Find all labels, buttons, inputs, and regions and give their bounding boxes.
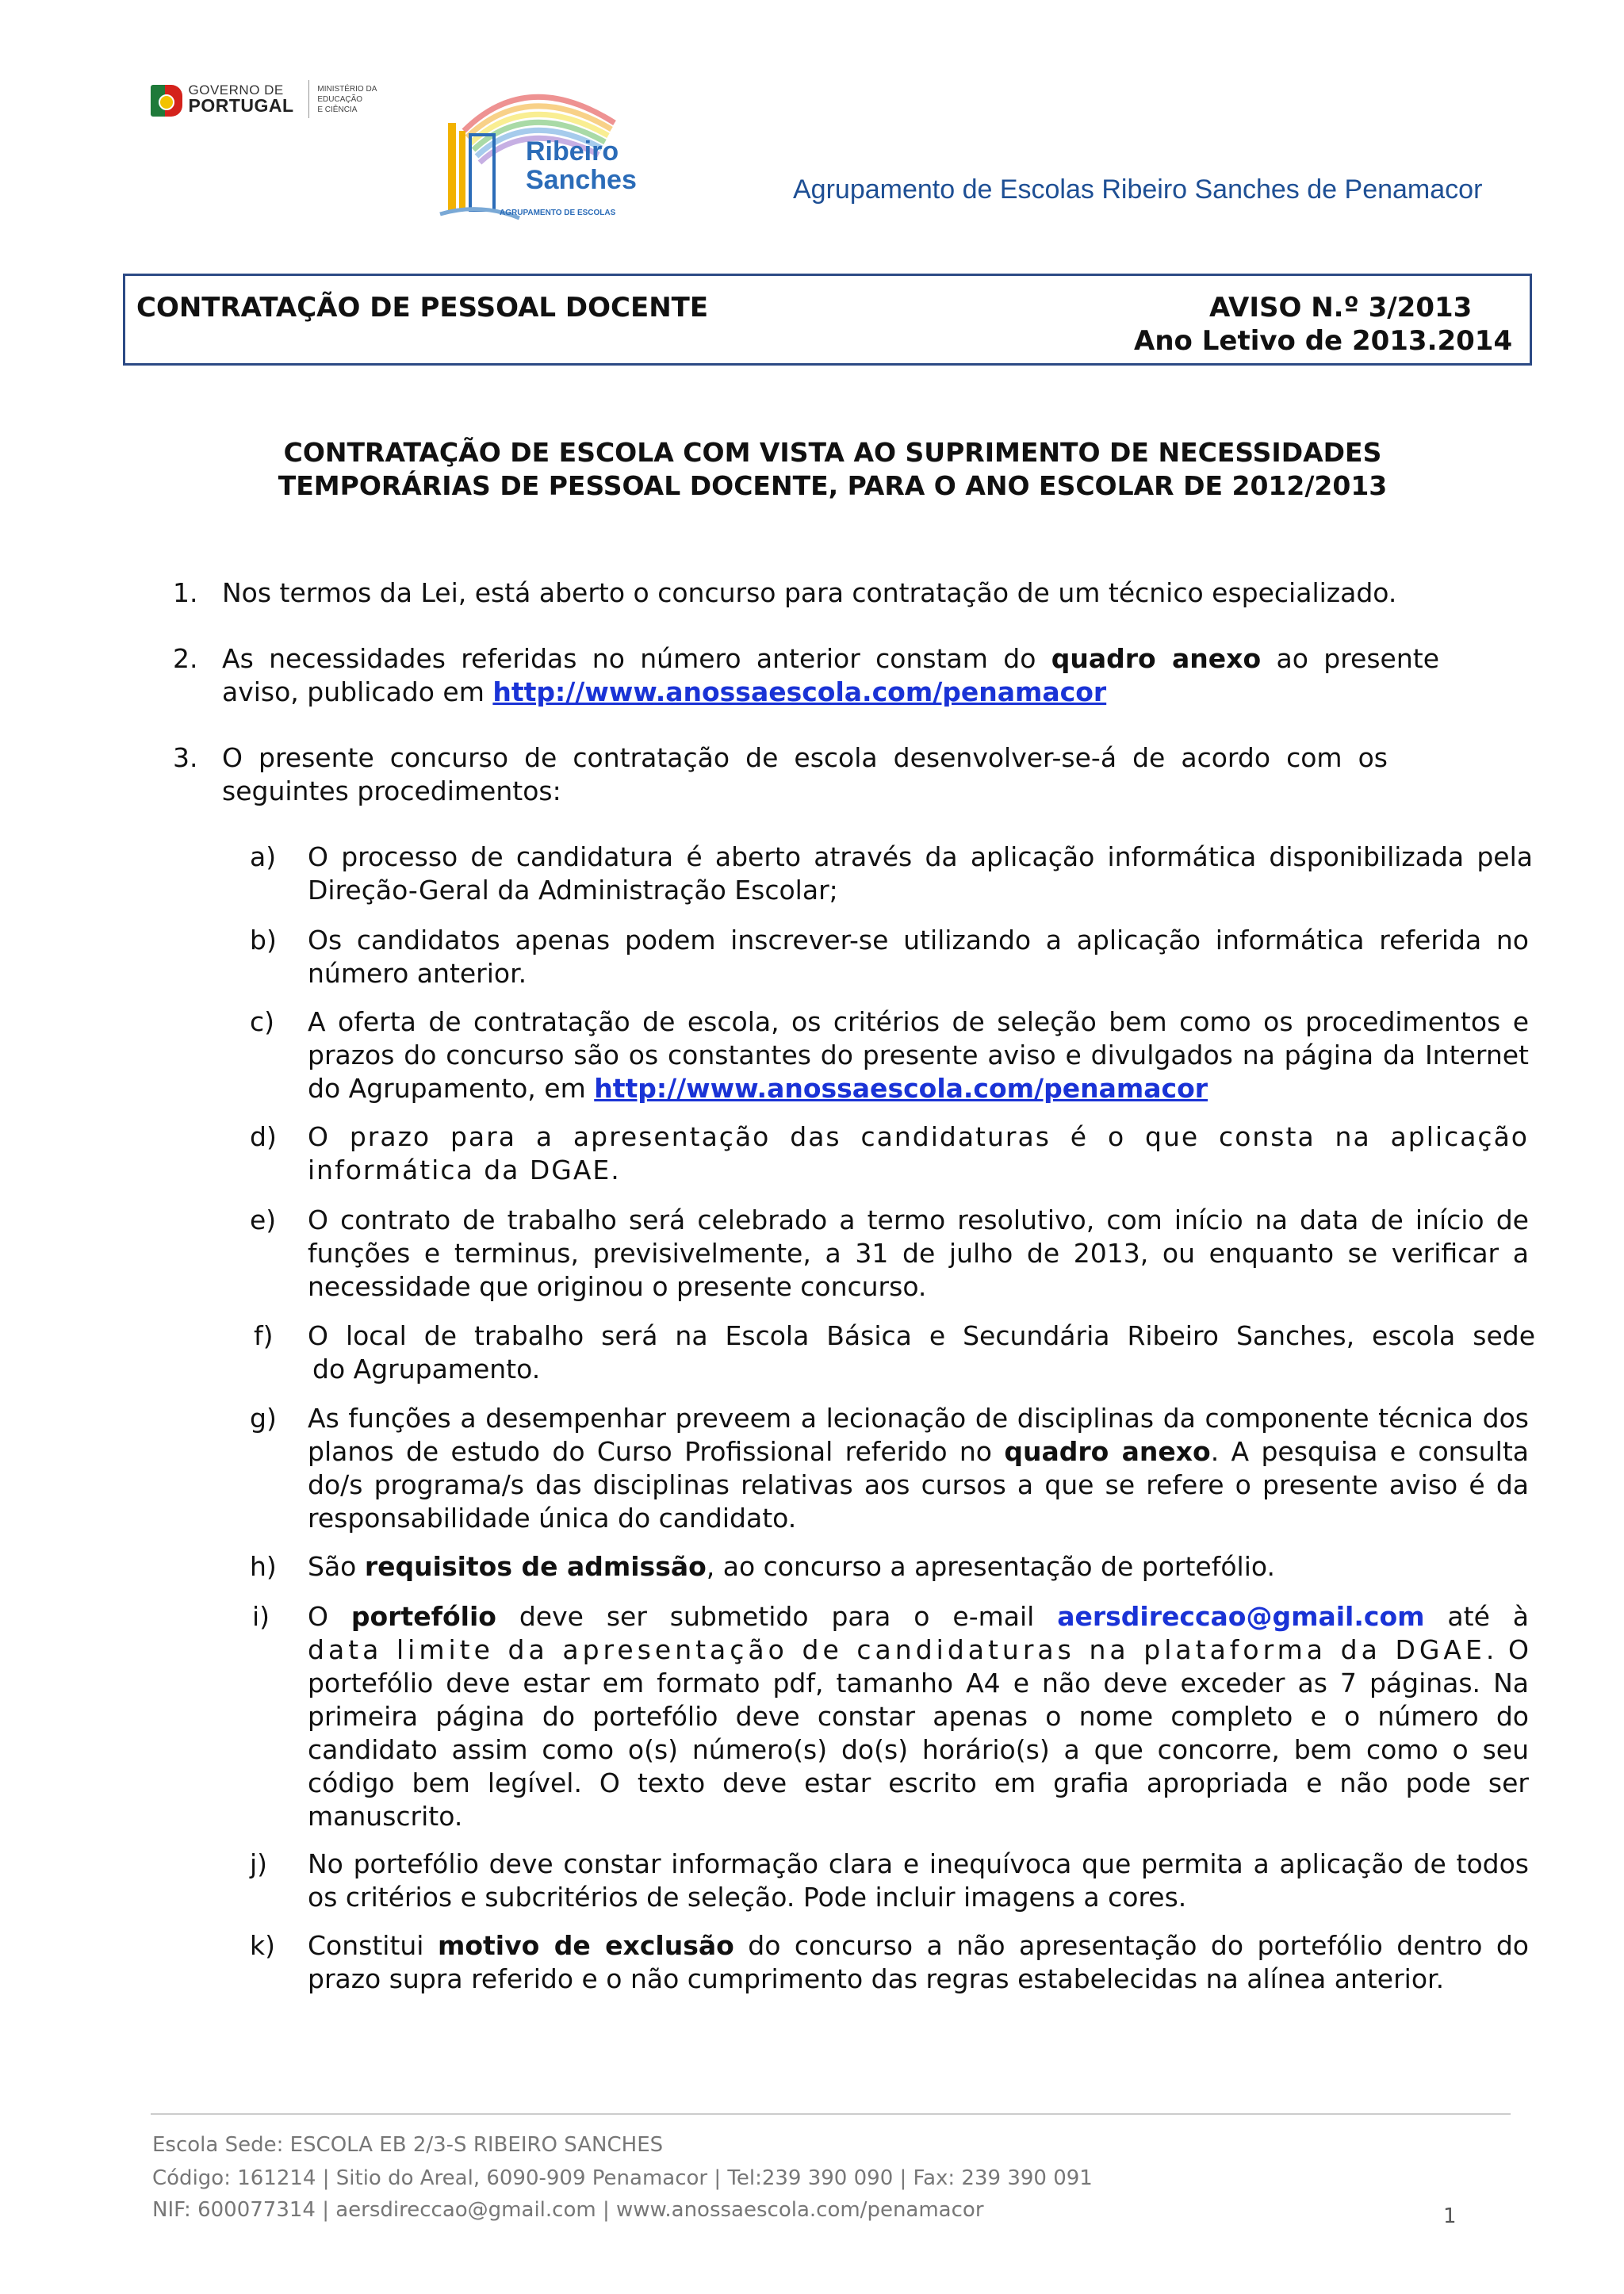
footer-divider [151,2113,1511,2115]
footer-line2: Código: 161214 | Sitio do Areal, 6090-909 Penamacor | Tel:239 390 090 | Fax: 239 390 091 [152,2166,1093,2190]
item-2-part-c: ao presente aviso, publicado em [222,643,1439,707]
subitem-text-i [308,1600,1529,1833]
subitem-label-c: c) [250,1006,275,1037]
subitem-label-b: b) [250,925,277,956]
subitem-i-part-f: O portefólio deve estar em formato pdf, tamanho A4 e não deve exceder as 7 páginas. Na primeira página do portefólio deve constar apenas o nome completo e o número do candidato assim como o(s) número(s) do(s) horário(s) a que concorre, bem como o seu código bem legível. O texto deve estar escrito em grafia apropriada e não pode ser manuscrito. [308,1634,1530,1832]
subitem-label-k: k) [250,1930,275,1961]
main-heading-line2: TEMPORÁRIAS DE PESSOAL DOCENTE, PARA O ANO ESCOLAR DE 2012/2013 [278,470,1388,501]
main-heading-line1: CONTRATAÇÃO DE ESCOLA COM VISTA AO SUPRIMENTO DE NECESSIDADES [283,437,1382,468]
gov-line2: PORTUGAL [188,95,294,116]
ministry-line2: E CIÊNCIA [317,105,358,114]
page-number: 1 [1443,2204,1457,2228]
subitem-k-part-c: do concurso a não apresentação do portefólio dentro do prazo supra referido e o não cumprimento das regras estabelecidas na alínea anterior. [308,1930,1529,1994]
subitem-label-e: e) [250,1204,277,1235]
item-text-3: O presente concurso de contratação de escola desenvolver-se-á de acordo com os seguintes procedimentos: [222,742,1388,806]
subitem-text-h [308,1550,1529,1584]
subitem-i-data-limite: data limite da apresentação de candidaturas na plataforma da DGAE. [308,1634,1499,1665]
subitem-h-part-c: , ao concurso a apresentação de portefólio. [706,1551,1275,1582]
subitem-k-motivo: motivo de exclusão [437,1930,734,1961]
item-text-2 [222,642,1439,709]
subitem-text-e: O contrato de trabalho será celebrado a termo resolutivo, com início na data de início de funções e terminus, previsivelmente, a 31 de julho de 2013, ou enquanto se verificar a necessidade que originou o presente concurso. [308,1204,1529,1302]
subitem-i-part-d: até à [1424,1601,1530,1632]
ano-letivo: Ano Letivo de 2013.2014 [1134,325,1513,357]
item-number-2: 2. [173,643,198,674]
agrupamento-name: Agrupamento de Escolas Ribeiro Sanches de Penamacor [793,174,1483,205]
subitem-g-quadro-anexo: quadro anexo [1004,1436,1211,1467]
school-logo [432,75,638,234]
portugal-emblem-icon [151,80,181,118]
subitem-text-a: O processo de candidatura é aberto através da aplicação informática disponibilizada pela Direção-Geral da Administração Escolar; [308,841,1533,906]
subitem-c-text: A oferta de contratação de escola, os critérios de seleção bem como os procedimentos e prazos do concurso são os constantes do presente aviso e divulgados na página da Internet do Agrupamento, em [308,1006,1529,1104]
subitem-label-j: j) [250,1848,268,1879]
subitem-text-j: No portefólio deve constar informação clara e inequívoca que permita a aplicação de todos os critérios e subcritérios de seleção. Pode incluir imagens a cores. [308,1848,1529,1913]
subitem-f-line1: O local de trabalho será na Escola Básica e Secundária Ribeiro Sanches, escola sede [308,1320,1535,1351]
subitem-text-g [308,1402,1529,1535]
aviso-number: AVISO N.º 3/2013 [1209,292,1473,324]
subitem-text-c [308,1005,1529,1105]
subitem-i-part-a: O [308,1601,351,1632]
ministry-text [317,84,412,115]
subitem-g-part-c: . A pesquisa e consulta do/s programa/s das disciplinas relativas aos cursos a que se refere o presente aviso é da responsabilidade única do candidato. [308,1436,1529,1534]
subitem-i-part-c: deve ser submetido para o e-mail [496,1601,1058,1632]
school-logo-name [526,137,637,194]
school-logo-line1: Ribeiro [526,136,619,167]
subitem-text-f [308,1319,1535,1386]
subitem-label-a: a) [250,841,277,872]
subitem-g-part-a: As funções a desempenhar preveem a lecionação de disciplinas da componente técnica dos planos de estudo do Curso Profissional referido no [308,1403,1529,1467]
anossaescola-link[interactable]: http://www.anossaescola.com/penamacor [492,676,1107,707]
item-number-3: 3. [173,742,198,773]
subitem-text-k [308,1929,1529,1996]
subitem-text-b: Os candidatos apenas podem inscrever-se utilizando a aplicação informática referida no número anterior. [308,925,1529,989]
subitem-i-portefolio: portefólio [350,1601,496,1632]
title-contratacao: CONTRATAÇÃO DE PESSOAL DOCENTE [136,292,709,324]
item-text-1: Nos termos da Lei, está aberto o concurso para contratação de um técnico especializado. [222,577,1397,608]
school-logo-line2: Sanches [526,165,637,195]
subitem-label-h: h) [250,1551,277,1582]
subitem-f-line2: do Agrupamento. [312,1354,541,1384]
item-2-quadro-anexo: quadro anexo [1051,643,1262,674]
gov-line1: GOVERNO DE [188,82,284,98]
logo-divider [308,80,310,118]
item-2-part-a: As necessidades referidas no número anterior constam do [222,643,1051,674]
anossaescola-link-c[interactable]: http://www.anossaescola.com/penamacor [594,1073,1208,1104]
subitem-i-rest [308,1633,1529,1833]
email-link[interactable]: aersdireccao@gmail.com [1057,1601,1425,1632]
government-logo-text [189,83,294,115]
subitem-label-i: i) [252,1601,270,1632]
subitem-h-requisitos: requisitos de admissão [364,1551,707,1582]
footer-line3: NIF: 600077314 | aersdireccao@gmail.com | www.anossaescola.com/penamacor [152,2198,984,2222]
footer-line1: Escola Sede: ESCOLA EB 2/3-S RIBEIRO SANCHES [152,2133,664,2157]
item-number-1: 1. [173,577,198,608]
subitem-label-g: g) [250,1403,277,1434]
subitem-text-d: O prazo para a apresentação das candidaturas é o que consta na aplicação informática da DGAE. [308,1121,1529,1185]
subitem-label-d: d) [250,1121,277,1152]
school-logo-subtitle: AGRUPAMENTO DE ESCOLAS [500,209,616,217]
subitem-k-part-a: Constitui [308,1930,438,1961]
subitem-h-part-a: São [308,1551,365,1582]
subitem-i-line1 [308,1600,1529,1633]
subitem-label-f: f) [254,1320,274,1351]
government-logo [151,75,412,123]
ministry-line1: MINISTÉRIO DA EDUCAÇÃO [317,84,377,104]
